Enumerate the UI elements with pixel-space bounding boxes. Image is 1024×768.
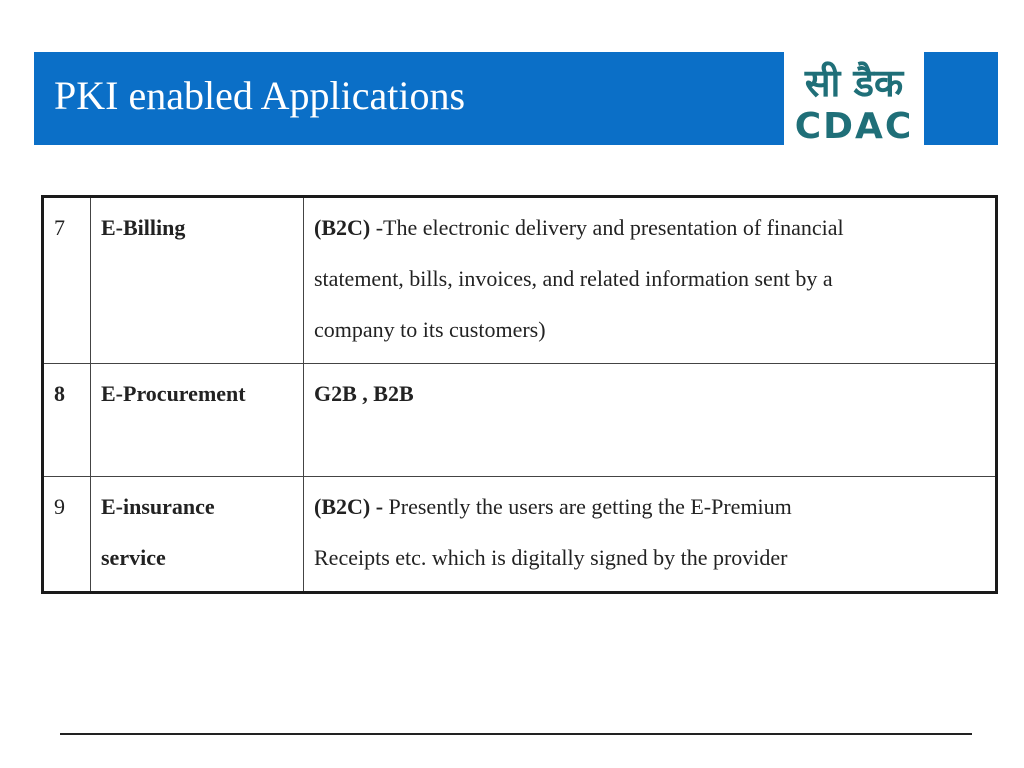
slide-title: PKI enabled Applications	[54, 73, 466, 118]
row-number-cell	[43, 364, 91, 477]
description-line: statement, bills, invoices, and related information sent by a	[314, 266, 833, 291]
row-number-cell	[43, 197, 91, 364]
row-number-cell	[43, 477, 91, 593]
table-row	[43, 197, 997, 364]
title-bar	[34, 52, 998, 145]
description-line: Receipts etc. which is digitally signed by the provider	[314, 545, 788, 570]
application-name-line: E-insurance	[101, 494, 215, 519]
description-line: company to its customers)	[314, 317, 546, 342]
description-text: Presently the users are getting the E-Premium	[383, 494, 792, 519]
description-line	[314, 481, 985, 532]
row-number: 7	[54, 215, 65, 240]
category-label: (B2C) -	[314, 494, 384, 519]
description-text: -The electronic delivery and presentation of financial	[375, 215, 844, 240]
table-body	[43, 197, 997, 593]
application-cell	[91, 364, 304, 477]
description-cell	[304, 477, 997, 593]
row-number: 9	[54, 494, 65, 519]
application-name-line: E-Billing	[101, 215, 186, 240]
description-cell	[304, 197, 997, 364]
logo-latin-text: CDAC	[794, 106, 914, 145]
category-label: G2B , B2B	[314, 381, 414, 406]
application-cell	[91, 197, 304, 364]
application-cell	[91, 477, 304, 593]
logo-hindi-text: सी डैक	[804, 61, 904, 105]
footer-divider	[60, 733, 972, 735]
table-row	[43, 364, 997, 477]
row-number: 8	[54, 381, 65, 406]
cdac-logo	[784, 52, 924, 145]
table-row	[43, 477, 997, 593]
description-cell	[304, 364, 997, 477]
cdac-logo-icon	[784, 52, 924, 145]
applications-table	[41, 195, 998, 594]
description-line	[314, 202, 985, 253]
application-name-line: service	[101, 545, 166, 570]
category-label: (B2C)	[314, 215, 371, 240]
application-name-line: E-Procurement	[101, 381, 246, 406]
